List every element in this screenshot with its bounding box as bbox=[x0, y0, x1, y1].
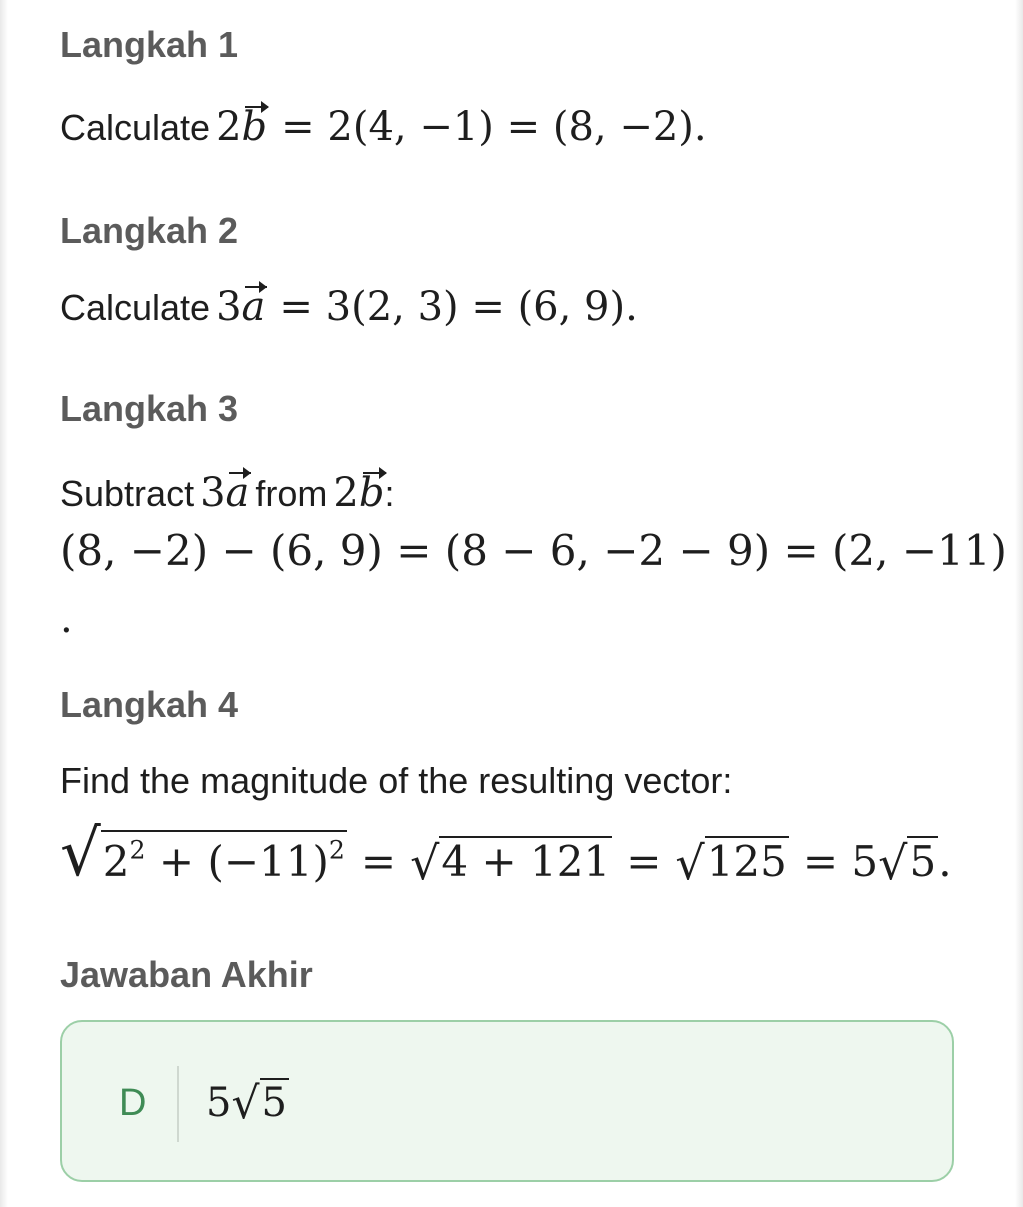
step-2-coef: 3 bbox=[216, 284, 242, 330]
step-2-heading: Langkah 2 bbox=[60, 210, 239, 251]
step-2-line bbox=[60, 284, 638, 330]
step-4-end-period: . bbox=[938, 837, 952, 886]
step-3-coef-a: 3 bbox=[200, 470, 226, 516]
step-2-math bbox=[216, 284, 638, 330]
step-3-math-a bbox=[200, 470, 249, 516]
step-4-text: Find the magnitude of the resulting vector: bbox=[60, 760, 733, 801]
final-answer-box bbox=[60, 1020, 954, 1182]
answer-radicand: 5 bbox=[261, 1080, 287, 1126]
step-3-coef-b: 2 bbox=[333, 470, 359, 516]
radicand-2: 4 + 121 bbox=[441, 836, 611, 886]
equals-2: = bbox=[626, 837, 662, 886]
answer-option-letter: D bbox=[119, 1082, 147, 1124]
radicand-3: 125 bbox=[706, 836, 787, 886]
radicand-1-exp2: 2 bbox=[328, 835, 345, 865]
step-1-line bbox=[60, 104, 707, 150]
step-1-equation: = 2(4, −1) = (8, −2). bbox=[281, 104, 707, 150]
step-4-text-line bbox=[60, 760, 732, 802]
radicand-1-exp: 2 bbox=[129, 835, 146, 865]
step-3-from-text: from bbox=[255, 473, 328, 514]
step-1-heading: Langkah 1 bbox=[60, 24, 239, 65]
step-3-colon: : bbox=[384, 473, 395, 514]
step-1-coef: 2 bbox=[216, 104, 242, 150]
answer-value bbox=[206, 1078, 289, 1129]
step-3-math-b bbox=[333, 470, 384, 516]
vector-b-symbol: b bbox=[358, 470, 385, 516]
step-3-heading: Langkah 3 bbox=[60, 388, 239, 429]
vector-a-symbol: a bbox=[241, 284, 266, 330]
answer-divider bbox=[177, 1066, 179, 1142]
left-edge-shadow bbox=[0, 0, 8, 1207]
step-4-equation-line bbox=[60, 817, 952, 891]
equals-3: = 5 bbox=[802, 837, 879, 886]
final-answer-heading: Jawaban Akhir bbox=[60, 954, 313, 995]
vector-b-symbol: b bbox=[241, 104, 268, 150]
step-3-intro-line bbox=[60, 470, 394, 516]
radical-sign-icon: √ bbox=[675, 836, 705, 890]
radical-sign-icon: √ bbox=[231, 1078, 260, 1129]
sqrt-expression-4 bbox=[878, 836, 938, 890]
vector-a-symbol: a bbox=[225, 470, 250, 516]
radicand-1-base: 2 bbox=[102, 836, 130, 886]
radical-sign-icon: √ bbox=[878, 836, 908, 890]
radicand-1-mid: + (−11) bbox=[145, 836, 329, 886]
radicand-1 bbox=[101, 830, 347, 886]
right-edge-shadow bbox=[1015, 0, 1023, 1207]
step-2-equation: = 3(2, 3) = (6, 9). bbox=[279, 284, 638, 330]
answer-sqrt bbox=[231, 1078, 289, 1129]
equals-1: = bbox=[360, 837, 397, 886]
step-1-math bbox=[216, 104, 707, 150]
sqrt-expression-2 bbox=[410, 836, 612, 890]
sqrt-expression-3 bbox=[675, 836, 788, 890]
step-3-trailing-period: . bbox=[60, 596, 73, 642]
radical-sign-icon: √ bbox=[410, 836, 440, 890]
step-3-equation: (8, −2) − (6, 9) = (8 − 6, −2 − 9) = (2, −11) bbox=[60, 526, 1007, 575]
step-1-text: Calculate bbox=[60, 107, 211, 148]
step-4-equation bbox=[60, 817, 952, 891]
sqrt-expression-1 bbox=[60, 817, 347, 891]
radical-sign-icon: √ bbox=[60, 817, 101, 891]
step-2-text: Calculate bbox=[60, 287, 211, 328]
step-3-subtract-text: Subtract bbox=[60, 473, 195, 514]
radicand-4: 5 bbox=[909, 836, 937, 886]
answer-coef: 5 bbox=[206, 1080, 232, 1126]
step-4-heading: Langkah 4 bbox=[60, 684, 239, 725]
step-3-equation-line bbox=[60, 526, 1007, 575]
